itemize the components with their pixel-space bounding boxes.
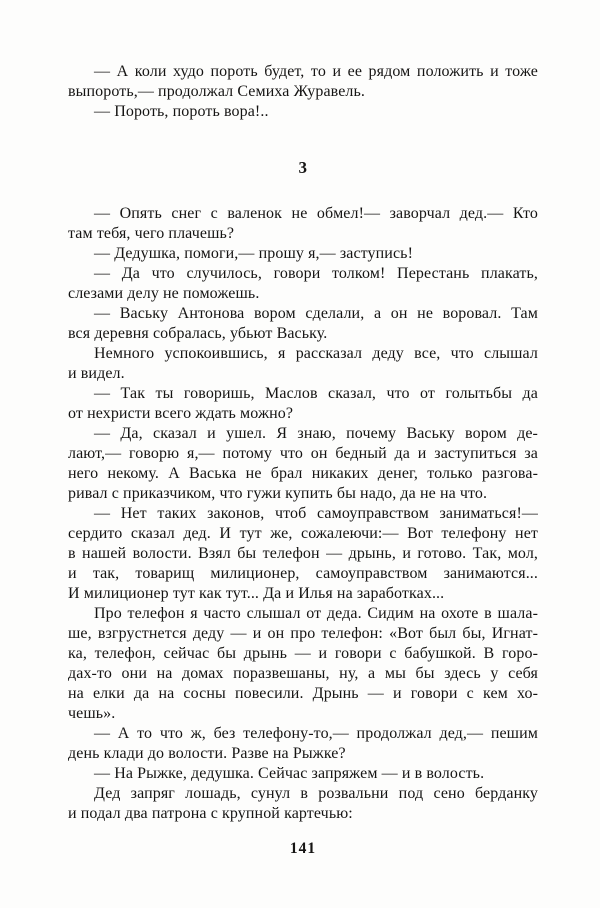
text-line: вся деревня собралась, убьют Ваську. — [68, 325, 328, 342]
text-line: ривал с приказчиком, что гужи купить бы надо, да не на что. — [68, 485, 488, 502]
text-line: дах-то они на домах поразвешаны, ну, а мы бы здесь у себя — [68, 665, 538, 682]
paragraph — [68, 304, 538, 344]
text-line: ка, телефон, сейчас бы дрынь — и говори с бабушкой. В горо- — [68, 645, 538, 662]
text-line: слезами делу не поможешь. — [68, 285, 260, 302]
body-paragraphs — [68, 204, 538, 824]
paragraph — [68, 724, 538, 764]
text-line: — Так ты говоришь, Маслов сказал, что от голытьбы да — [94, 385, 538, 402]
text-line: лают,— говорю я,— потому что он бедный да и заступиться за — [68, 445, 538, 462]
text-line: — Опять снег с валенок не обмел!— заворчал дед.— Кто — [94, 205, 538, 222]
paragraph — [68, 604, 538, 724]
page-content — [68, 62, 538, 859]
paragraph — [68, 504, 538, 604]
text-line: чешь». — [68, 705, 116, 722]
paragraph — [68, 264, 538, 304]
text-line: — Ваську Антонова вором сделали, а он не воровал. Там — [94, 305, 538, 322]
text-line: в нашей волости. Взял бы телефон — дрынь, и готово. Так, мол, — [68, 545, 538, 562]
intro-paragraphs — [68, 62, 538, 122]
text-line: — На Рыжке, дедушка. Сейчас запряжем — и в волость. — [94, 765, 485, 782]
text-line: — Дедушка, помоги,— прошу я,— заступись! — [94, 245, 413, 262]
paragraph — [68, 204, 538, 244]
paragraph — [68, 384, 538, 424]
text-line: ше, взгрустнется деду — и он про телефон: «Вот был бы, Игнат- — [68, 625, 538, 642]
page-number: 141 — [289, 840, 317, 857]
text-line: — Да, сказал и ушел. Я знаю, почему Ваську вором де- — [94, 425, 538, 442]
text-line: Дед запряг лошадь, сунул в розвальни под сено берданку — [94, 785, 538, 802]
text-line: сердито сказал дед. И тут же, сожалеючи:— Вот телефону нет — [68, 525, 538, 542]
text-line: — Да что случилось, говори толком! Перестань плакать, — [94, 265, 538, 282]
paragraph — [68, 424, 538, 504]
text-line: — А коли худо пороть будет, то и ее рядом положить и тоже — [94, 63, 538, 80]
text-line: на елки да на сосны повесили. Дрынь — и говори с кем хо- — [68, 685, 538, 702]
text-line: и подал два патрона с крупной картечью: — [68, 805, 353, 822]
text-line: и так, товарищ милиционер, самоуправством занимаются... — [68, 565, 538, 582]
text-line: него некому. А Васька не брал никаких денег, только разгова- — [68, 465, 538, 482]
text-line: и видел. — [68, 365, 125, 382]
text-line: — Нет таких законов, чтоб самоуправством заниматься!— — [94, 505, 538, 522]
text-line: — А то что ж, без телефону-то,— продолжал дед,— пешим — [94, 725, 538, 742]
text-line: от нехристи всего ждать можно? — [68, 405, 294, 422]
chapter-number-heading: 3 — [298, 158, 308, 177]
text-line: Про телефон я часто слышал от деда. Сидим на охоте в шала- — [94, 605, 538, 622]
text-line: Немного успокоившись, я рассказал деду все, что слышал — [94, 345, 538, 362]
text-line: И милиционер тут как тут... Да и Илья на заработках... — [68, 585, 445, 602]
text-line: день клади до волости. Разве на Рыжке? — [68, 745, 346, 762]
paragraph — [68, 244, 538, 264]
text-line: там тебя, чего плачешь? — [68, 225, 235, 242]
paragraph — [68, 62, 538, 102]
paragraph — [68, 764, 538, 784]
paragraph — [68, 102, 538, 122]
paragraph — [68, 784, 538, 824]
text-line: выпороть,— продолжал Семиха Журавель. — [68, 83, 365, 100]
paragraph — [68, 344, 538, 384]
text-line: — Пороть, пороть вора!.. — [94, 103, 269, 120]
